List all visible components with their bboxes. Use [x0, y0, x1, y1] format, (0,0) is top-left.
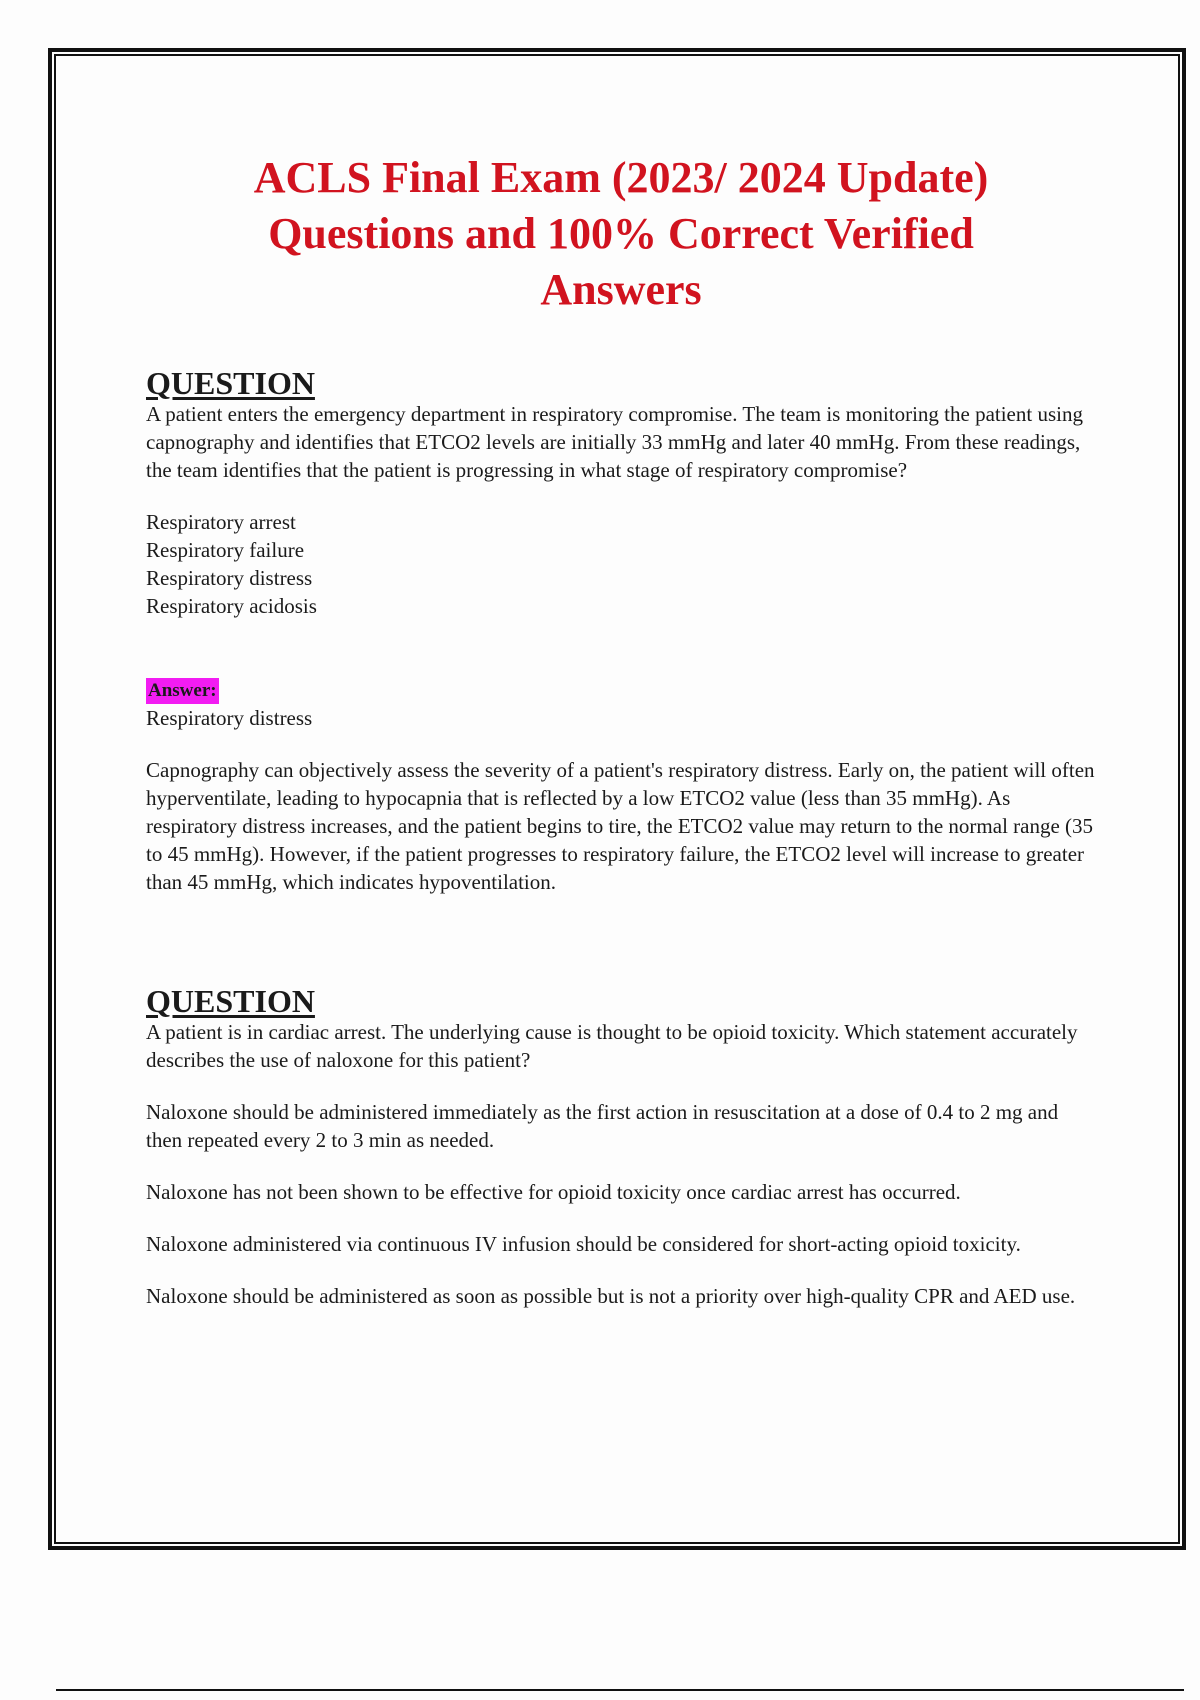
option-d: Respiratory acidosis	[146, 594, 317, 618]
question-1-answer: Respiratory distress	[146, 706, 313, 730]
option-b: Naloxone has not been shown to be effective for opioid toxicity once cardiac arrest has occurred.	[146, 1180, 961, 1204]
question-1-explanation: Capnography can objectively assess the severity of a patient's respiratory distress. Early on, the patient will often hyperventilate, leading to hypocapnia that is reflected by a low ETCO2 value (less than 35 mmHg). As respiratory distress increases, and the patient begins to tire, the ETCO2 value may return to the normal range (35 to 45 mmHg). However, if the patient progresses to respiratory failure, the ETCO2 level will increase to greater than 45 mmHg, which indicates hypoventilation.	[146, 758, 1095, 894]
title-line-1: ACLS Final Exam (2023/ 2024 Update)	[253, 153, 989, 202]
question-1-options	[146, 508, 1096, 620]
option-c: Respiratory distress	[146, 566, 313, 590]
option-b: Respiratory failure	[146, 538, 305, 562]
document-body	[146, 150, 1096, 1310]
option-a: Respiratory arrest	[146, 510, 296, 534]
page-bottom-rule	[56, 1689, 1184, 1691]
title-line-3: Answers	[540, 265, 702, 314]
document-title	[146, 150, 1096, 318]
question-1	[146, 366, 1096, 896]
question-2-text: A patient is in cardiac arrest. The underlying cause is thought to be opioid toxicity. Which statement accurately describes the use of naloxone for this patient?	[146, 1020, 1078, 1072]
title-line-2: Questions and 100% Correct Verified	[268, 209, 974, 258]
question-2-heading: QUESTION	[146, 983, 315, 1019]
question-1-text: A patient enters the emergency department in respiratory compromise. The team is monitoring the patient using capnography and identifies that ETCO2 levels are initially 33 mmHg and later 40 mmHg. From these readings, the team identifies that the patient is progressing in what stage of respiratory compromise?	[146, 402, 1083, 482]
option-d: Naloxone should be administered as soon as possible but is not a priority over high-quality CPR and AED use.	[146, 1284, 1076, 1308]
question-2	[146, 984, 1096, 1310]
option-a: Naloxone should be administered immediately as the first action in resuscitation at a dose of 0.4 to 2 mg and then repeated every 2 to 3 min as needed.	[146, 1100, 1059, 1152]
question-1-heading: QUESTION	[146, 365, 315, 401]
answer-label: Answer:	[146, 678, 219, 704]
option-c: Naloxone administered via continuous IV infusion should be considered for short-acting opioid toxicity.	[146, 1232, 1021, 1256]
